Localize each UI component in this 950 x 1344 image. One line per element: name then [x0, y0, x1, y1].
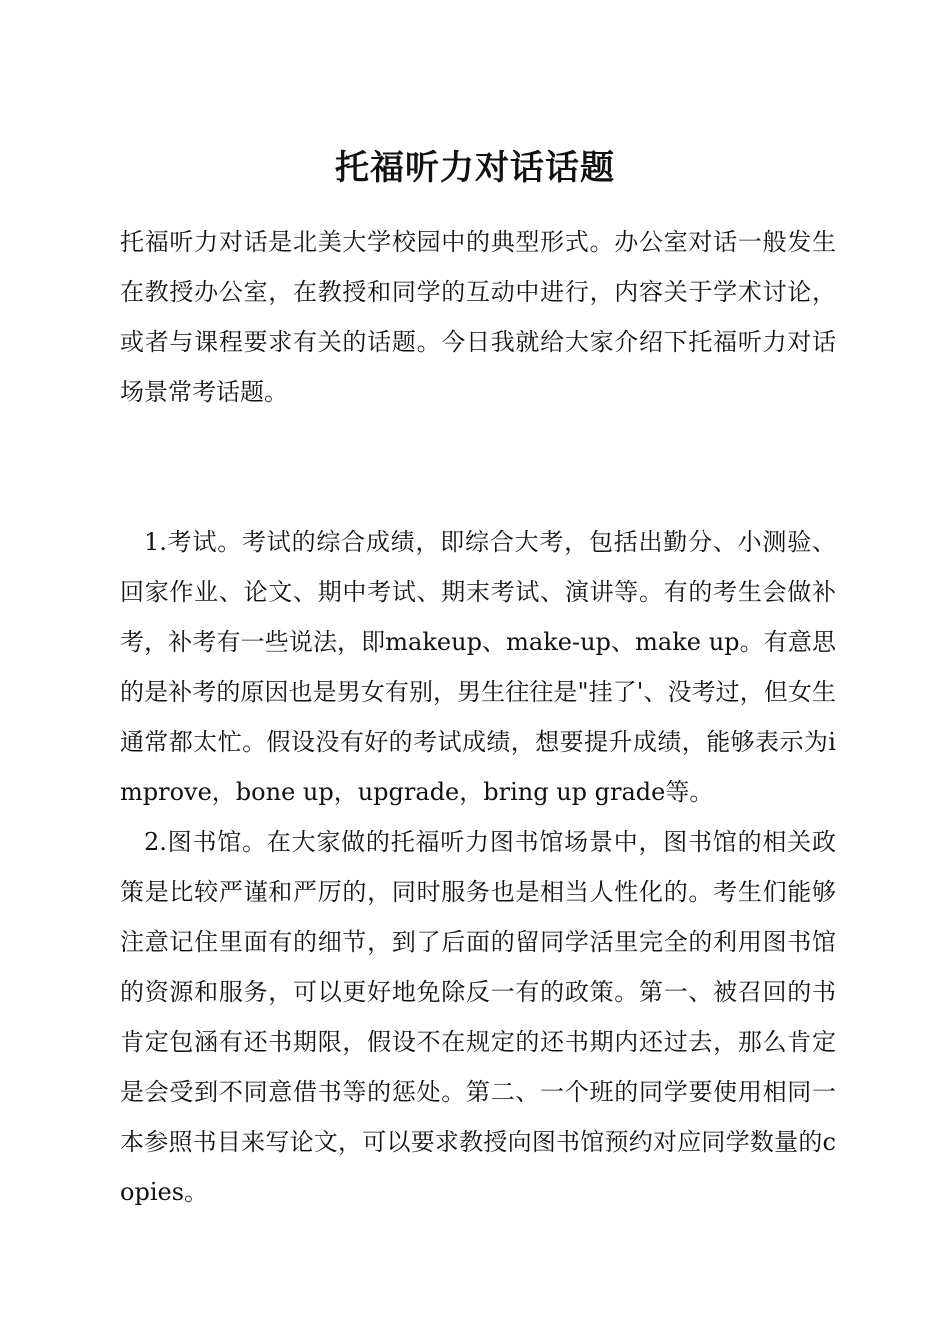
section-exam-paragraph: 1.考试。考试的综合成绩，即综合大考，包括出勤分、小测验、回家作业、论文、期中考试、期末考试、演讲等。有的考生会做补考，补考有一些说法，即makeup、make-up、make up。有意思的是补考的原因也是男女有别，男生往往是"挂了'、没考过，但女生通常都太忙。假设没有好的考试成绩，想要提升成绩，能够表示为improve，bone up，upgrade，bring up grade等。	[120, 528, 836, 806]
document-title: 托福听力对话话题	[335, 148, 615, 188]
intro-paragraph: 托福听力对话是北美大学校园中的典型形式。办公室对话一般发生在教授办公室，在教授和同学的互动中进行，内容关于学术讨论，或者与课程要求有关的话题。今日我就给大家介绍下托福听力对话场景常考话题。	[120, 228, 836, 406]
section-library-paragraph: 2.图书馆。在大家做的托福听力图书馆场景中，图书馆的相关政策是比较严谨和严厉的，同时服务也是相当人性化的。考生们能够注意记住里面有的细节，到了后面的留同学活里完全的利用图书馆的资源和服务，可以更好地免除反一有的政策。第一、被召回的书肯定包涵有还书期限，假设不在规定的还书期内还过去，那么肯定是会受到不同意借书等的惩处。第二、一个班的同学要使用相同一本参照书目来写论文，可以要求教授向图书馆预约对应同学数量的copies。	[120, 828, 836, 1206]
